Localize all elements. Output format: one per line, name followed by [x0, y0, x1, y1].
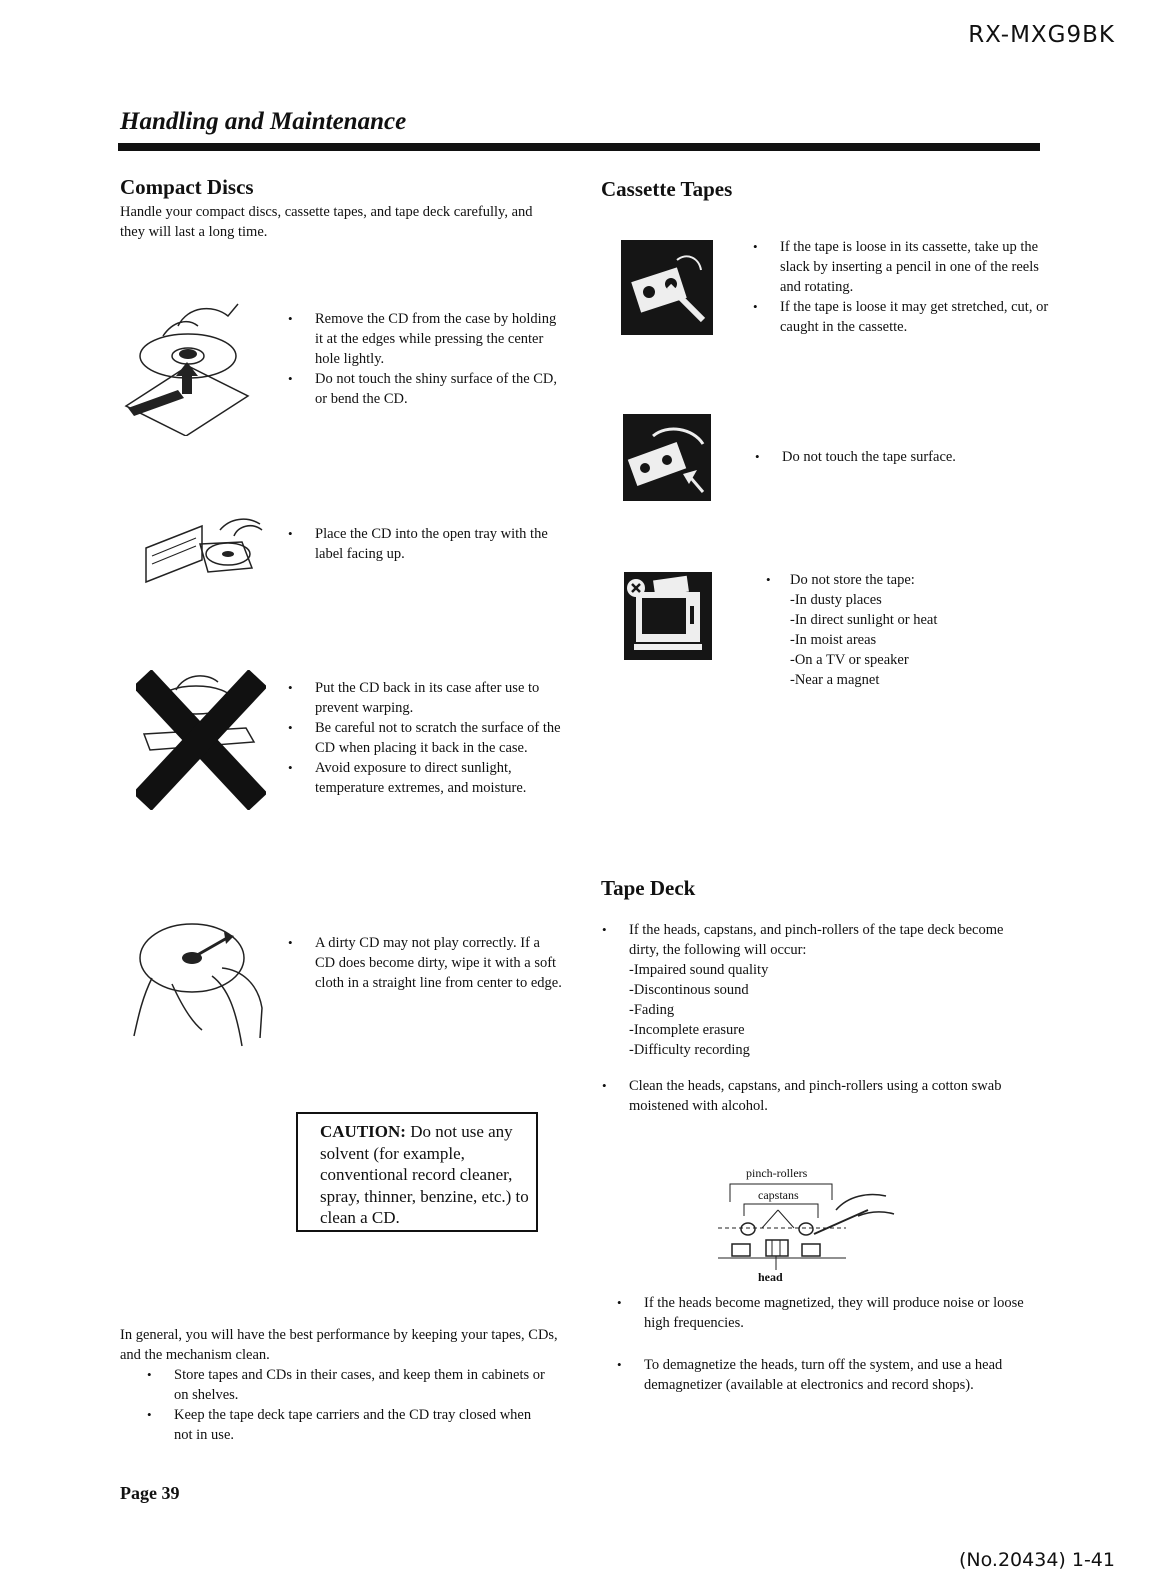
list-item: • Place the CD into the open tray with the label facing up.	[288, 524, 563, 564]
head-label: head	[758, 1270, 783, 1284]
storage-intro	[766, 570, 915, 590]
list-item: • A dirty CD may not play correctly. If a CD does become dirty, wipe it with a soft cloth in a straight line from center to edge.	[288, 933, 563, 993]
list-item: • Do not touch the tape surface.	[755, 447, 1055, 467]
list-item: -In dusty places	[790, 592, 882, 608]
general-text: In general, you will have the best performance by keeping your tapes, CDs, and the mechanism clean.	[120, 1327, 558, 1363]
caution-box	[296, 1112, 538, 1232]
list-item: -On a TV or speaker	[790, 652, 909, 668]
cassette-loose-list	[753, 237, 1053, 337]
section-title: Handling and Maintenance	[120, 108, 407, 135]
model-number: RX-MXG9BK	[968, 22, 1115, 48]
list-item: • Be careful not to scratch the surface of the CD when placing it back in the case.	[288, 718, 563, 758]
list-item: -Near a magnet	[790, 672, 880, 688]
list-item: • Do not touch the shiny surface of the CD, or bend the CD.	[288, 369, 563, 409]
list-item: • Store tapes and CDs in their cases, and keep them in cabinets or on shelves.	[147, 1365, 547, 1405]
cd-removal-list	[288, 309, 563, 409]
cassette-touch-illustration	[623, 414, 711, 501]
list-item: -Discontinous sound	[629, 982, 749, 998]
storage-conditions-list	[790, 590, 1050, 690]
cd-cleaning-illustration	[132, 918, 272, 1048]
list-item: -In moist areas	[790, 632, 877, 648]
tape-head-diagram	[718, 1166, 908, 1286]
compact-discs-heading: Compact Discs	[120, 175, 254, 199]
magnetized-list	[617, 1293, 1037, 1333]
cassette-touch-list	[755, 447, 1055, 467]
demagnetize-list	[617, 1355, 1037, 1395]
caution-label: CAUTION:	[320, 1122, 406, 1141]
list-item: • If the heads become magnetized, they will produce noise or loose high frequencies.	[617, 1293, 1037, 1333]
title-rule	[118, 143, 1040, 151]
list-item: -Incomplete erasure	[629, 1022, 745, 1038]
cassette-pencil-illustration	[621, 240, 713, 335]
bullet: •	[766, 572, 771, 587]
cassette-tapes-heading: Cassette Tapes	[601, 177, 733, 201]
document-number: (No.20434) 1-41	[959, 1549, 1115, 1571]
cd-cleaning-list	[288, 933, 563, 993]
cd-tray-list	[288, 524, 563, 564]
cd-tray-illustration	[142, 508, 267, 588]
storage-intro-text: Do not store the tape:	[790, 572, 915, 588]
list-item: • Keep the tape deck tape carriers and the CD tray closed when not in use.	[147, 1405, 547, 1445]
capstans-label: capstans	[758, 1188, 799, 1202]
cassette-storage-illustration	[624, 572, 712, 660]
cd-removal-illustration	[118, 296, 258, 436]
general-list	[147, 1365, 547, 1445]
page-number: Page 39	[120, 1483, 180, 1503]
list-item: -Impaired sound quality	[629, 962, 769, 978]
list-item: • If the tape is loose in its cassette, take up the slack by inserting a pencil in one of the reels and rotating.	[753, 237, 1053, 297]
list-item: • Put the CD back in its case after use to prevent warping.	[288, 678, 563, 718]
cd-wrong-handling-illustration	[136, 670, 266, 810]
tape-deck-heading: Tape Deck	[601, 876, 696, 900]
list-item: • Avoid exposure to direct sunlight, temperature extremes, and moisture.	[288, 758, 563, 798]
list-item: • To demagnetize the heads, turn off the system, and use a head demagnetizer (available at electronics and record shops).	[617, 1355, 1037, 1395]
cleaning-list	[602, 1076, 1032, 1116]
list-item: -Fading	[629, 1002, 675, 1018]
list-item: • If the tape is loose it may get stretched, cut, or caught in the cassette.	[753, 297, 1053, 337]
list-item: • Remove the CD from the case by holding it at the edges while pressing the center hole lightly.	[288, 309, 563, 369]
list-item: -In direct sunlight or heat	[790, 612, 938, 628]
dirty-effects-list	[629, 960, 929, 1060]
compact-discs-intro: Handle your compact discs, cassette tapes, and tape deck carefully, and they will last a long time.	[120, 204, 533, 240]
list-item: • If the heads, capstans, and pinch-rollers of the tape deck become dirty, the following will occur:	[602, 920, 1032, 960]
list-item: -Difficulty recording	[629, 1042, 750, 1058]
pinch-rollers-label: pinch-rollers	[746, 1166, 808, 1180]
cd-storage-list	[288, 678, 563, 798]
tape-deck-dirty-list	[602, 920, 1032, 960]
caution-text: Do not use any solvent (for example, conventional record cleaner, spray, thinner, benzine, etc.) to clean a CD.	[320, 1122, 529, 1227]
list-item: • Clean the heads, capstans, and pinch-rollers using a cotton swab moistened with alcohol.	[602, 1076, 1032, 1116]
